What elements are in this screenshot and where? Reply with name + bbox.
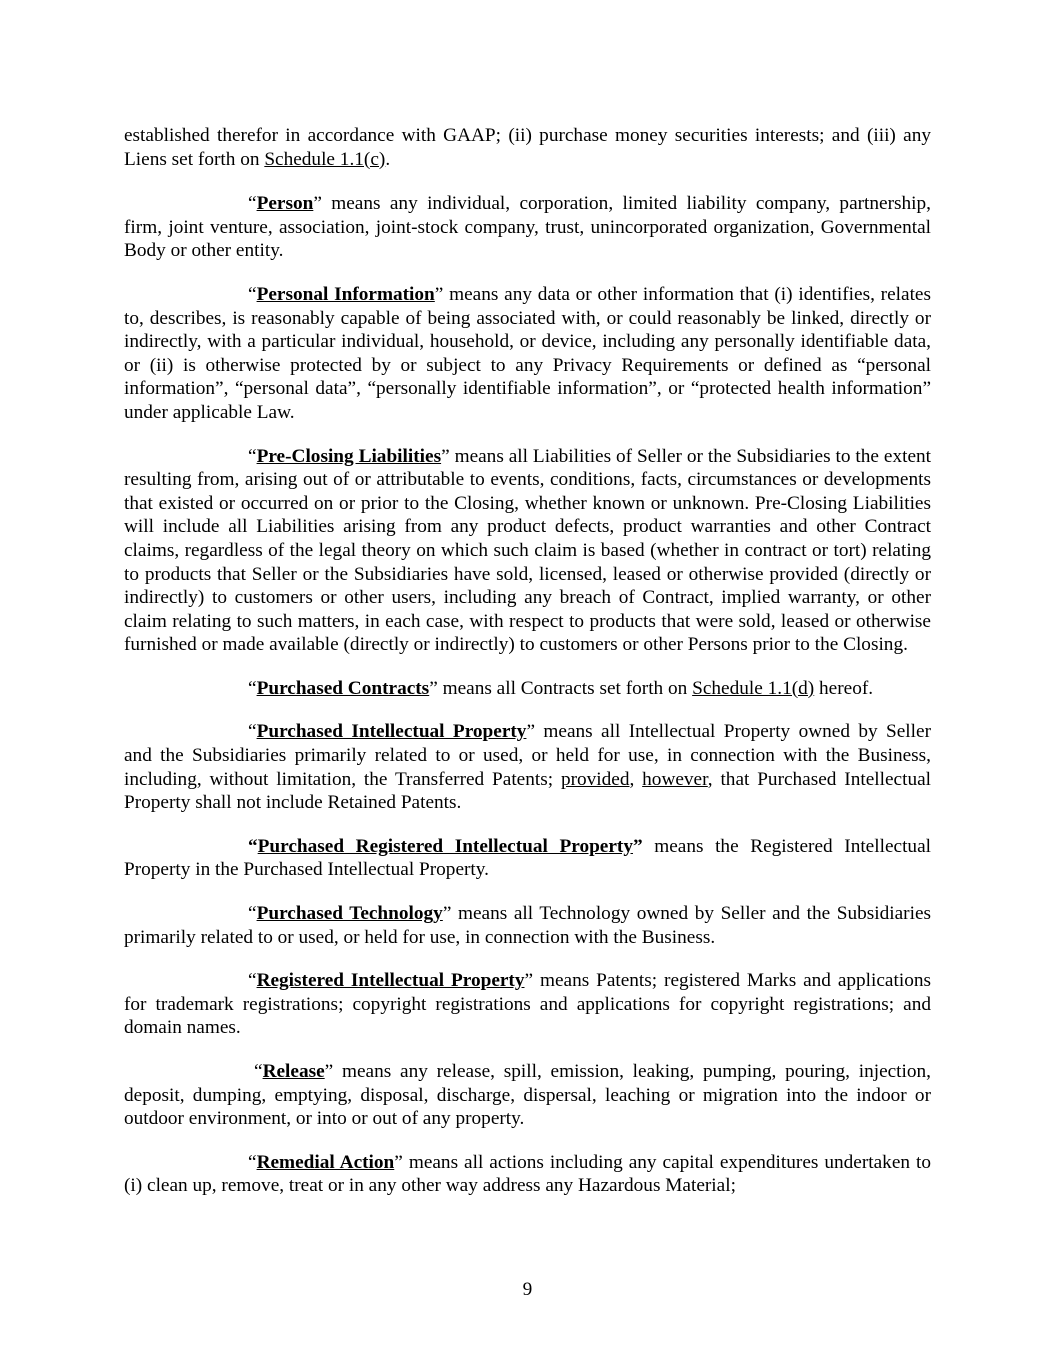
definition-purchased-registered-ip: “Purchased Registered Intellectual Property” means the Registered Intellectual Property in the Purchased Intellectual Property. (124, 835, 931, 881)
definition-text: means all actions including any capital expenditures undertaken to (i) clean up, remove, treat or in any other way address any Hazardous Material; (124, 1151, 931, 1197)
definition-registered-intellectual-property: “Registered Intellectual Property” means Patents; registered Marks and applications for trademark registrations; copyright registrations and applications for copyright registrations; and domain names. (124, 970, 931, 1039)
definition-text: , that Purchased Intellectual Property shall not include Retained Patents. (124, 768, 932, 814)
definition-personal-information: “Personal Information” means any data or other information that (i) identifies, relates to, describes, is reasonably capable of being associated with, or could reasonably be linked, directly or indirectly, with a particular individual, household, or device, including any personally identifiable data, or (ii) is otherwise protected by or subject to any Privacy Requirements or defined as “personal information”, “personal data”, “personally identifiable information”, or “protected health information” under applicable Law. (124, 283, 931, 423)
defined-term: Release (262, 1061, 325, 1082)
definition-text: means all Technology owned by Seller and the Subsidiaries primarily related to or used, or held for use, in connection with the Business. (124, 903, 932, 948)
proviso-provided: provided (560, 768, 630, 790)
defined-term: Purchased Registered Intellectual Property (257, 835, 633, 857)
proviso-however: however (642, 768, 708, 790)
definition-pre-closing-liabilities: “Pre-Closing Liabilities” means all Liabilities of Seller or the Subsidiaries to the extent resulting from, arising out of or attributable to events, conditions, facts, circumstances or developments that existed or occurred on or prior to the Closing, whether known or unknown. Pre-Closing Liabilities will include all Liabilities arising from any product defects, product warranties and other Contract claims, regardless of the legal theory on which such claim is based (whether in contract or tort) relating to products that Seller or the Subsidiaries have sold, licensed, leased or otherwise provided (directly or indirectly) to customers or other users, including any breach of Contract, implied warranty, or other claim relating to such matters, in each case, with respect to products that were sold, leased or otherwise furnished or made available (directly or indirectly) to customers or other Persons prior to the Closing. (124, 445, 931, 656)
definition-person: “Person” means any individual, corporation, limited liability company, partnership, firm, joint venture, association, joint-stock company, trust, unincorporated organization, Governmental Body or other entity. (124, 193, 931, 262)
document-body (124, 124, 931, 1218)
definition-remedial-action: “Remedial Action” means all actions including any capital expenditures undertaken to (i) clean up, remove, treat or in any other way address any Hazardous Material; (124, 1151, 931, 1197)
defined-term: Purchased Intellectual Property (256, 721, 527, 743)
page-number: 9 (522, 1279, 533, 1300)
definition-text: means all Liabilities of Seller or the Subsidiaries to the extent resulting from, arising out of or attributable to events, conditions, facts, circumstances or developments that existed or occurred on or prior to the Closing, whether known or unknown. Pre-Closing Liabilities will include all Liabilities arising from any product defects, product warranties and other Contract claims, regardless of the legal theory on which such claim is based (whether in contract or tort) relating to products that Seller or the Subsidiaries have sold, licensed, leased or otherwise provided (directly or indirectly) to customers or other users, including any breach of Contract, implied warranty, or other claim relating to such matters, in each case, with respect to products that were sold, leased or otherwise furnished or made available (directly or indirectly) to customers or other Persons prior to the Closing. (124, 445, 931, 656)
definition-purchased-contracts: “Purchased Contracts” means all Contracts set forth on Schedule 1.1(d) hereof. (248, 677, 874, 699)
definition-purchased-technology: “Purchased Technology” means all Technology owned by Seller and the Subsidiaries primarily related to or used, or held for use, in connection with the Business. (124, 903, 932, 948)
definition-text: hereof. (814, 677, 874, 699)
definition-release: “Release” means any release, spill, emission, leaking, pumping, pouring, injection, deposit, dumping, emptying, disposal, discharge, dispersal, leaching or migration into the indoor or outdoor environment, or into or out of any property. (124, 1061, 931, 1130)
defined-term: Person (256, 193, 314, 215)
schedule-reference: Schedule 1.1(d) (692, 677, 815, 699)
definition-text: means all Intellectual Property owned by Seller and the Subsidiaries primarily related to or used, or held for use, in connection with the Business, including, without limitation, the Transferred Patents; (124, 721, 931, 790)
paragraph-text: established therefor in accordance with GAAP; (ii) purchase money securities interests; and (iii) any Liens set forth on (124, 125, 931, 170)
paragraph-liens-continuation (124, 124, 931, 171)
definition-purchased-intellectual-property: “Purchased Intellectual Property” means all Intellectual Property owned by Seller and the Subsidiaries primarily related to or used, or held for use, in connection with the Business, including, without limitation, the Transferred Patents; provided, however, that Purchased Intellectual Property shall not include Retained Patents. (124, 721, 932, 814)
defined-term: Pre-Closing Liabilities (256, 445, 442, 467)
definition-text: means any data or other information that (i) identifies, relates to, describes, is reasonably capable of being associated with, or could reasonably be linked, directly or indirectly, with a particular individual, household, or device, including any personally identifiable data, or (ii) is otherwise protected by or subject to any Privacy Requirements or defined as “personal information”, “personal data”, “personally identifiable information”, or “protected health information” under applicable Law. (124, 283, 931, 423)
defined-term: Purchased Contracts (256, 677, 430, 699)
defined-term: Registered Intellectual Property (256, 970, 525, 992)
defined-term: Personal Information (256, 283, 435, 305)
defined-term: Remedial Action (256, 1151, 395, 1173)
defined-term: Purchased Technology (256, 903, 443, 925)
definition-text: means any release, spill, emission, leaking, pumping, pouring, injection, deposit, dumping, emptying, disposal, discharge, dispersal, leaching or migration into the indoor or outdoor environment, or into or out of any property. (124, 1061, 931, 1130)
definition-text: means any individual, corporation, limited liability company, partnership, firm, joint venture, association, joint-stock company, trust, unincorporated organization, Governmental Body or other entity. (124, 193, 931, 262)
schedule-reference: Schedule 1.1(c) (264, 148, 386, 170)
definition-text: means the Registered Intellectual Property in the Purchased Intellectual Property. (124, 835, 931, 881)
paragraph-text: . (385, 148, 391, 170)
definition-text: means Patents; registered Marks and applications for trademark registrations; copyright registrations and applications for copyright registrations; and domain names. (124, 970, 931, 1039)
definition-text: means all Contracts set forth on (437, 677, 693, 699)
